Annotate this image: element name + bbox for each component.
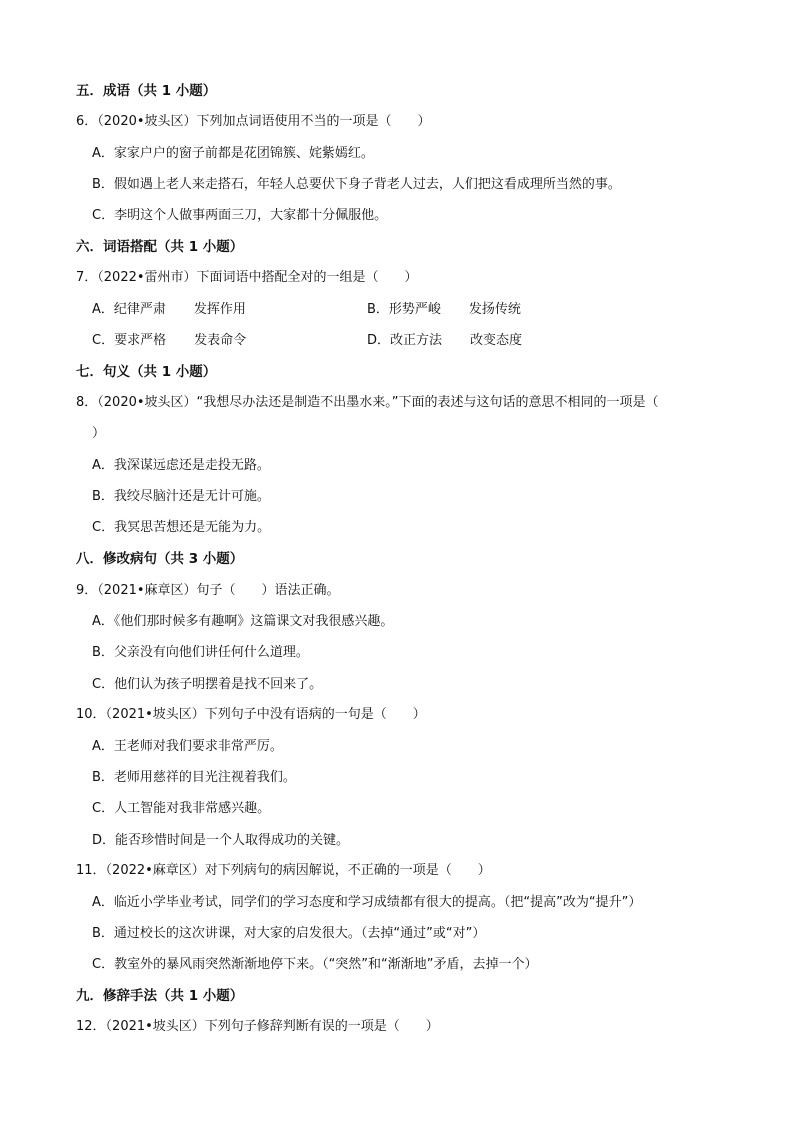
question-11-option-a: A．临近小学毕业考试，同学们的学习态度和学习成绩都有很大的提高。（把“提高”改为“提升”） bbox=[92, 895, 642, 910]
question-8-option-a: A．我深谋远虑还是走投无路。 bbox=[92, 458, 270, 473]
question-10-option-b: B．老师用慈祥的目光注视着我们。 bbox=[92, 770, 296, 785]
question-7-stem: 7．（2022•雷州市）下面词语中搭配全对的一组是（ ） bbox=[76, 270, 418, 285]
question-6-option-b: B．假如遇上老人来走搭石，年轻人总要伏下身子背老人过去，人们把这看成理所当然的事。 bbox=[92, 177, 621, 192]
option-label: D．改正方法 bbox=[367, 333, 443, 348]
question-12-stem: 12．（2021•坡头区）下列句子修辞判断有误的一项是（ ） bbox=[76, 1019, 439, 1034]
question-6-option-a: A．家家户户的窗子前都是花团锦簇、姹紫嫣红。 bbox=[92, 146, 374, 161]
question-10-option-d: D．能否珍惜时间是一个人取得成功的关键。 bbox=[92, 833, 350, 848]
question-7-option-b bbox=[367, 301, 521, 319]
question-8-option-c: C．我冥思苦想还是无能为力。 bbox=[92, 520, 271, 535]
option-pair: 发挥作用 bbox=[193, 302, 246, 317]
option-pair: 改变态度 bbox=[470, 333, 523, 348]
option-pair: 发表命令 bbox=[194, 333, 247, 348]
question-7-option-d bbox=[367, 332, 522, 350]
question-7-option-a bbox=[92, 301, 246, 319]
question-11-option-c: C．教室外的暴风雨突然渐渐地停下来。（“突然”和“渐渐地”矛盾，去掉一个） bbox=[92, 957, 538, 972]
section-heading-sentence-correction: 八．修改病句（共 3 小题） bbox=[76, 551, 244, 567]
question-10-option-c: C．人工智能对我非常感兴趣。 bbox=[92, 801, 271, 816]
question-8-stem: 8．（2020•坡头区）“我想尽办法还是制造不出墨水来。”下面的表述与这句话的意思不相同的一项是（ bbox=[76, 395, 659, 410]
question-6-stem: 6．（2020•坡头区）下列加点词语使用不当的一项是（ ） bbox=[76, 114, 431, 129]
section-heading-rhetoric: 九．修辞手法（共 1 小题） bbox=[76, 988, 244, 1004]
option-label: B．形势严峻 bbox=[367, 302, 441, 317]
option-label: C．要求严格 bbox=[92, 333, 167, 348]
section-heading-sentence-meaning: 七．句义（共 1 小题） bbox=[76, 364, 217, 380]
section-heading-collocation: 六．词语搭配（共 1 小题） bbox=[76, 239, 244, 255]
question-11-option-b: B．通过校长的这次讲课，对大家的启发很大。（去掉“通过”或“对”） bbox=[92, 926, 486, 941]
question-11-stem: 11．（2022•麻章区）对下列病句的病因解说，不正确的一项是（ ） bbox=[76, 863, 491, 878]
question-6-option-c: C．李明这个人做事两面三刀，大家都十分佩服他。 bbox=[92, 208, 388, 223]
question-8-stem-continued: ） bbox=[92, 426, 106, 441]
question-8-option-b: B．我绞尽脑汁还是无计可施。 bbox=[92, 489, 270, 504]
option-label: A．纪律严肃 bbox=[92, 302, 166, 317]
option-pair: 发扬传统 bbox=[468, 302, 521, 317]
question-7-option-c bbox=[92, 332, 246, 350]
section-heading-idioms: 五．成语（共 1 小题） bbox=[76, 83, 217, 99]
question-9-option-c: C．他们认为孩子明摆着是找不回来了。 bbox=[92, 677, 323, 692]
question-10-stem: 10．（2021•坡头区）下列句子中没有语病的一句是（ ） bbox=[76, 707, 426, 722]
question-9-option-a: A．《他们那时候多有趣啊》这篇课文对我很感兴趣。 bbox=[92, 614, 394, 629]
question-9-stem: 9．（2021•麻章区）句子（ ）语法正确。 bbox=[76, 583, 340, 598]
question-9-option-b: B．父亲没有向他们讲任何什么道理。 bbox=[92, 645, 309, 660]
question-10-option-a: A．王老师对我们要求非常严厉。 bbox=[92, 739, 283, 754]
